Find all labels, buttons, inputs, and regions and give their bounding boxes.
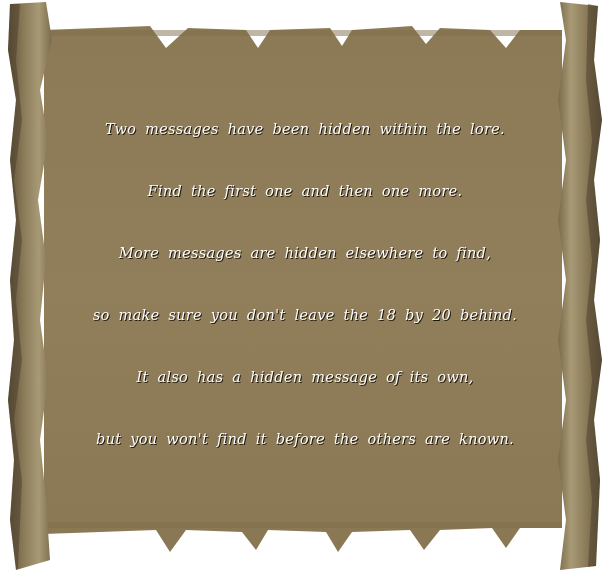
clue-line-6: but you won't find it before the others are known. — [95, 432, 514, 448]
clue-line-5: It also has a hidden message of its own, — [136, 370, 474, 386]
clue-line-4: so make sure you don't leave the 18 by 20 behind. — [92, 308, 518, 324]
clue-line-1: Two messages have been hidden within the lore. — [105, 122, 505, 138]
clue-line-3: More messages are hidden elsewhere to find, — [118, 246, 492, 262]
clue-line-2: Find the first one and then one more. — [147, 184, 463, 200]
parchment-top-shade — [44, 30, 562, 36]
clue-text-block — [60, 104, 550, 476]
parchment-bottom-shade — [44, 522, 562, 528]
